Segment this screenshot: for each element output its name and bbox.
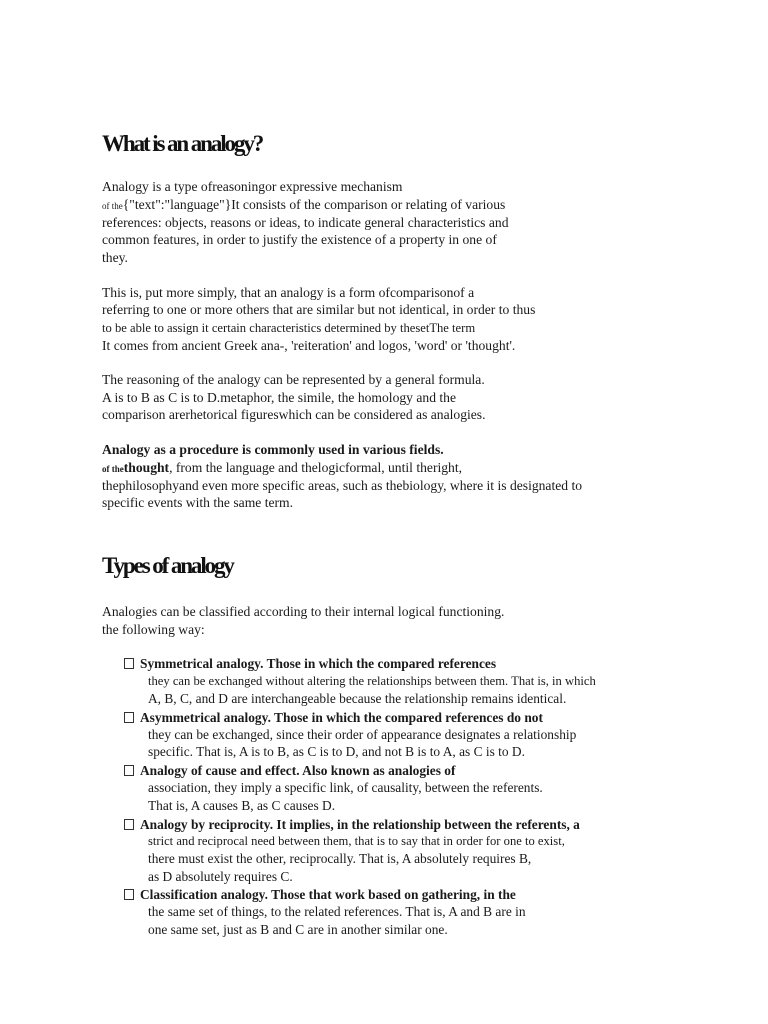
list-item-line: as D absolutely requires C. <box>148 869 293 884</box>
section-title-what-is-analogy: What is an analogy? <box>102 131 263 156</box>
bullet-box-icon <box>124 765 134 776</box>
paragraph-line: comparison arerhetorical figureswhich can be considered as analogies. <box>102 407 486 422</box>
list-item-symmetrical <box>124 655 496 673</box>
list-item-line: one same set, just as B and C are in another similar one. <box>148 922 448 937</box>
inline-text: , from the language and thelogicformal, until theright, <box>169 460 463 475</box>
paragraph-line: A is to B as C is to D.metaphor, the simile, the homology and the <box>102 390 456 405</box>
paragraph-line: Analogies can be classified according to their internal logical functioning. <box>102 604 505 619</box>
paragraph-line: specific events with the same term. <box>102 495 294 510</box>
list-item-line: they can be exchanged, since their order of appearance designates a relationship <box>148 727 577 742</box>
paragraph-line: common features, in order to justify the existence of a property in one of <box>102 232 497 247</box>
paragraph-line: The reasoning of the analogy can be represented by a general formula. <box>102 372 485 387</box>
small-inline-text: of the <box>102 464 124 474</box>
paragraph-line <box>102 196 505 215</box>
list-item-line: That is, A causes B, as C causes D. <box>148 798 336 813</box>
list-item-classification <box>124 886 516 904</box>
list-item-head: Analogy of cause and effect. Also known as analogies of <box>140 763 456 778</box>
list-item-asymmetrical <box>124 709 543 727</box>
paragraph-line: to be able to assign it certain characteristics determined by thesetThe term <box>102 321 476 335</box>
list-item-line: they can be exchanged without altering the relationships between them. That is, in which <box>148 674 596 688</box>
list-item-line: A, B, C, and D are interchangeable because the relationship remains identical. <box>148 691 567 706</box>
list-item-line: specific. That is, A is to B, as C is to D, and not B is to A, as C is to D. <box>148 744 525 759</box>
inline-text: {"text":"language"}It consists of the comparison or relating of various <box>122 197 506 212</box>
paragraph-line: This is, put more simply, that an analogy is a form ofcomparisonof a <box>102 285 475 300</box>
paragraph-line: It comes from ancient Greek ana-, 'reiteration' and logos, 'word' or 'thought'. <box>102 338 516 353</box>
list-item-line: association, they imply a specific link, of causality, between the referents. <box>148 780 543 795</box>
list-item-line: the same set of things, to the related references. That is, A and B are in <box>148 904 526 919</box>
list-item-head: Symmetrical analogy. Those in which the compared references <box>140 656 497 671</box>
paragraph-line: referring to one or more others that are similar but not identical, in order to thus <box>102 302 536 317</box>
bullet-box-icon <box>124 889 134 900</box>
bullet-box-icon <box>124 658 134 669</box>
bullet-box-icon <box>124 819 134 830</box>
paragraph-line <box>102 459 462 478</box>
list-item-head: Classification analogy. Those that work based on gathering, in the <box>140 887 516 902</box>
paragraph-line: thephilosophyand even more specific areas, such as thebiology, where it is designated to <box>102 478 583 493</box>
section-title-types-of-analogy: Types of analogy <box>102 553 233 578</box>
bullet-box-icon <box>124 712 134 723</box>
list-item-line: there must exist the other, reciprocally. That is, A absolutely requires B, <box>148 851 532 866</box>
paragraph-line: they. <box>102 250 128 265</box>
list-item-head: Asymmetrical analogy. Those in which the compared references do not <box>140 710 543 725</box>
paragraph-line-bold: Analogy as a procedure is commonly used in various fields. <box>102 442 444 457</box>
paragraph-line: Analogy is a type ofreasoningor expressive mechanism <box>102 179 403 194</box>
paragraph-line: the following way: <box>102 622 205 637</box>
bold-inline-text: thought <box>123 460 170 475</box>
paragraph-line: references: objects, reasons or ideas, to indicate general characteristics and <box>102 215 509 230</box>
list-item-head: Analogy by reciprocity. It implies, in the relationship between the referents, a <box>140 817 580 832</box>
list-item-line: strict and reciprocal need between them, that is to say that in order for one to exist, <box>148 834 565 848</box>
list-item-cause-effect <box>124 762 455 780</box>
small-inline-text: of the <box>102 201 123 211</box>
